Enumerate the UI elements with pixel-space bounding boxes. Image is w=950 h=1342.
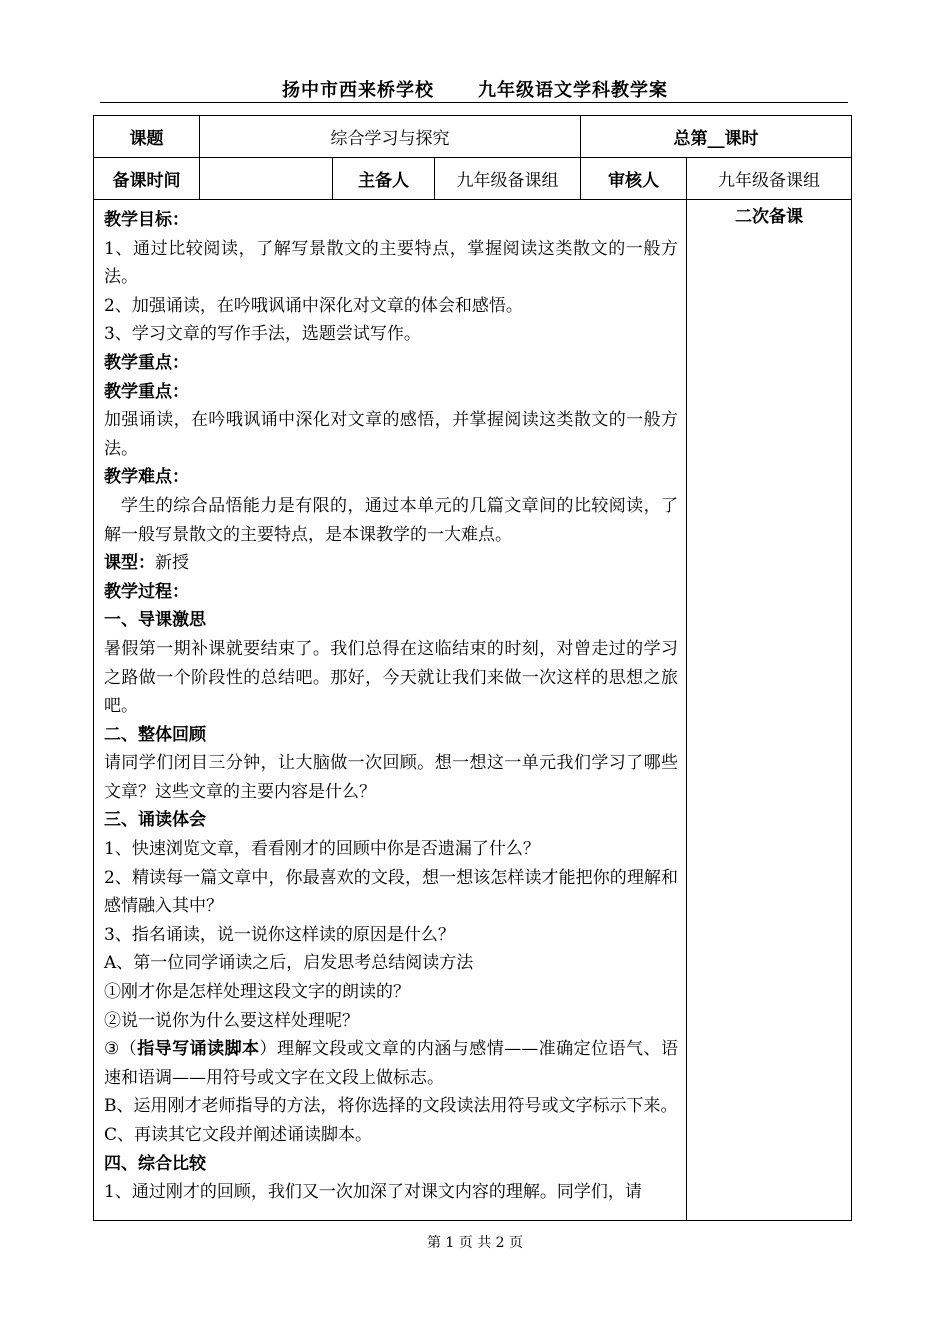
sec3-c1: ①刚才你是怎样处理这段文字的朗读的？ <box>104 982 410 1003</box>
lesson-plan-table <box>93 115 852 1221</box>
sec2-heading: 二、整体回顾 <box>104 724 206 745</box>
second-prep-cell <box>687 200 852 1221</box>
prep-time-value <box>200 158 333 200</box>
lesson-content <box>94 200 687 1221</box>
lesson-type <box>104 549 678 578</box>
lesson-count: 总第__课时 <box>581 116 852 158</box>
difficulty-heading: 教学难点： <box>104 467 189 488</box>
sec1-text: 暑假第一期补课就要结束了。我们总得在这临结束的时刻，对曾走过的学习之路做一个阶段性的总结吧。那好，今天就让我们来做一次这样的思想之旅吧。 <box>104 638 678 717</box>
lesson-type-value: 新授 <box>155 553 189 574</box>
topic-value: 综合学习与探究 <box>200 116 581 158</box>
sec2-text: 请同学们闭目三分钟，让大脑做一次回顾。想一想这一单元我们学习了哪些文章？这些文章的主要内容是什么？ <box>104 753 678 802</box>
reviewer-value: 九年级备课组 <box>687 158 852 200</box>
content-row <box>94 200 852 1221</box>
header-rule <box>100 102 848 103</box>
second-prep-label: 二次备课 <box>735 207 803 227</box>
process-heading: 教学过程： <box>104 581 189 602</box>
sec3-item1: 1、快速浏览文章，看看刚才的回顾中你是否遗漏了什么？ <box>104 839 540 860</box>
sec3-c2: ②说一说你为什么要这样处理呢？ <box>104 1010 359 1031</box>
goals-heading: 教学目标： <box>104 210 189 230</box>
goal-3: 3、学习文章的写作手法，选题尝试写作。 <box>104 324 421 345</box>
key-heading-1: 教学重点： <box>104 352 189 373</box>
sec3-item3: 3、指名诵读，说一说你这样读的原因是什么？ <box>104 924 455 945</box>
topic-label: 课题 <box>94 116 200 158</box>
header-school: 扬中市西来桥学校 <box>282 80 434 101</box>
sec3-c3 <box>104 1035 678 1092</box>
sec3-c3-rest: ）理解文段或文章的内涵与感情——准确定位语气、语速和语调——用符号或文字在文段上做标志。 <box>104 1039 679 1088</box>
sec4-heading: 四、综合比较 <box>104 1153 206 1174</box>
sec3-b: B、运用刚才老师指导的方法，将你选择的文段读法用符号或文字标示下来。 <box>104 1096 678 1117</box>
page-footer: 第 1 页 共 2 页 <box>426 1235 524 1251</box>
preparer-value: 九年级备课组 <box>435 158 581 200</box>
sec3-c3-prefix: ③（ <box>104 1039 138 1060</box>
topic-row <box>94 116 852 158</box>
sec1-heading: 一、导课激思 <box>104 610 206 631</box>
sec3-c3-bold: 指导写诵读脚本 <box>137 1039 260 1060</box>
key-text: 加强诵读，在吟哦讽诵中深化对文章的感悟，并掌握阅读这类散文的一般方法。 <box>104 410 678 459</box>
reviewer-label: 审核人 <box>581 158 687 200</box>
sec3-a: A、第一位同学诵读之后，启发思考总结阅读方法 <box>104 953 474 974</box>
difficulty-text: 学生的综合品悟能力是有限的，通过本单元的几篇文章间的比较阅读，了解一般写景散文的主要特点，是本课教学的一大难点。 <box>104 495 678 545</box>
goal-2: 2、加强诵读，在吟哦讽诵中深化对文章的体会和感悟。 <box>104 295 523 316</box>
sec3-heading: 三、诵读体会 <box>104 810 206 831</box>
goal-1: 1、通过比较阅读，了解写景散文的主要特点，掌握阅读这类散文的一般方法。 <box>104 238 678 288</box>
sec3-item2: 2、精读每一篇文章中，你最喜欢的文段，想一想该怎样读才能把你的理解和感情融入其中？ <box>104 867 678 917</box>
header-title <box>100 76 850 102</box>
preparer-label: 主备人 <box>333 158 435 200</box>
sec4-text: 1、通过刚才的回顾，我们又一次加深了对课文内容的理解。同学们，请 <box>104 1182 642 1203</box>
lesson-type-label: 课型： <box>104 553 155 574</box>
prep-time-label: 备课时间 <box>94 158 200 200</box>
header-subject: 九年级语文学科教学案 <box>478 80 668 101</box>
prep-row <box>94 158 852 200</box>
key-heading-2: 教学重点： <box>104 381 189 402</box>
sec3-c: C、再读其它文段并阐述诵读脚本。 <box>104 1125 373 1145</box>
